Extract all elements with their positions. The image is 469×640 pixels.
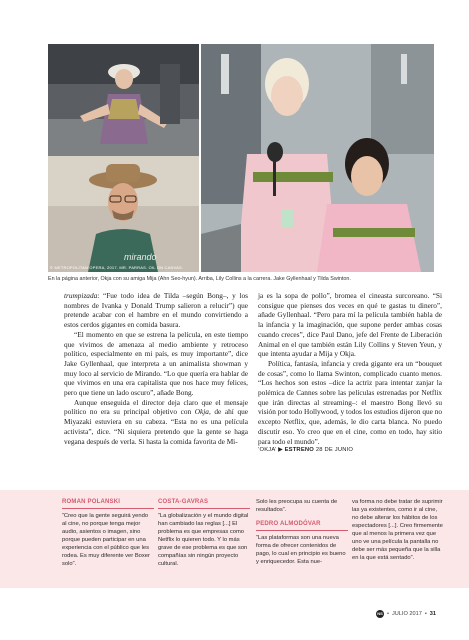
photo-credit: © METROPOLITAN OPERA, 2017. MR. PARRAS. OIL ON CANVAS. (50, 265, 184, 270)
lead-word: trumpizada (64, 291, 98, 300)
quote-costa-gavras (158, 498, 250, 568)
footer-separator: • (387, 611, 389, 617)
paragraph: “El momento en que se estrena la película, en este tiempo que vivimos de amenaza al medio ambiente y retroceso político, especialmente en mi país, es muy importante”, dice Jake Gyllenhaal, que interpreta a un animalista showman y muy loco al servicio de Mirando. “Lo que quería era hablar de que vivimos en una era capitalista que nos hace muy felices, pero que tiene un lado oscuro”, añade Bong. (64, 329, 248, 398)
magazine-logo-icon: NS (377, 611, 383, 616)
quote-text: “Las plataformas son una nueva forma de ofrecer contenidos de pago, lo cual en principio es bueno y enriquecedor. Esta nue- (256, 535, 346, 565)
page-footer (376, 610, 436, 618)
photo-jake-gyllenhaal-illustration (48, 156, 199, 272)
quote-almodovar-continued (352, 498, 444, 562)
film-title: Okja (194, 407, 209, 417)
quotes-box (0, 490, 469, 588)
paragraph-text: , de ahí que Miyazaki estuviera en su cabeza. “Esta no es una película activista”, dice. “Ni siquiera pretendo que la gente se haga vegana después de verla. Si hasta la comida favorita de Mi- (64, 407, 248, 446)
release-info: ‘OKJA’ ▶ ESTRENO 28 DE JUNIO (258, 447, 354, 454)
quote-text-continued: Solo les preocupa su cuenta de resultados”. (256, 499, 338, 513)
svg-text:mirando: mirando (124, 252, 157, 262)
article-column-right (258, 291, 442, 456)
article-column-left (64, 291, 248, 446)
paragraph-text: Aunque enseguida el director deja claro que el mensaje político no era su principal objetivo con (64, 397, 248, 417)
paragraph: ja es la sopa de pollo”, bromea el cineasta surcoreano. “Si consigue que pienses dos veces en qué te gastas tu dinero”, añade Gyllenhaal. “Pero para mí la película también habla de la infancia y la imaginación, que supone perder ambas cosas cuando creces”, dice Paul Dano, jefe del Frente de Liberación Animal en el que también están Lily Collins y Steven Yeun, y que intenta ayudar a Mija y Okja. (258, 291, 442, 359)
release-date: 28 DE JUNIO (315, 447, 354, 454)
paragraph (64, 398, 248, 447)
quote-polanski (62, 498, 154, 568)
photo-tilda-swinton-and-mija (201, 44, 434, 272)
quote-author: COSTA-GAVRAS (158, 498, 250, 509)
release-label: ESTRENO (284, 447, 314, 454)
quote-almodovar (256, 498, 348, 566)
issue-date: JULIO 2017 (391, 611, 422, 617)
film-name: ‘OKJA’ (258, 447, 277, 454)
paragraph: Política, fantasía, infancia y creda gigante era un “bouquet de cosas”, como lo llama Swinton, complicado cuanto menos. “Los hechos son estos –dice la actriz para intentar zanjar la polémica de Cannes sobre las películas estrenadas por Netflix que irán directas al streaming–: el maestro Bong llevó su visión por todo Hollywood, y todos los estudios dijeron que no excepto Netflix, que, además, le dio carta blanca. No puedo discutir eso. Yo creo que en el cine, como en todo, hay sitio para todo el mundo”. (258, 358, 442, 446)
quote-author: ROMAN POLANSKI (62, 498, 154, 509)
paragraph-text: : “Fue todo idea de Tilda –según Bong–, y los nombres de Ivanka y Donald Trump salieron a relucir”) que pretende acabar con el hambre en el mundo convirtiendo a estos cerdos gigantes en comida basura. (64, 291, 248, 330)
paragraph (64, 291, 248, 330)
quote-text: “La globalización y el mundo digital han cambiado las reglas [...] El problema es que empresas como Netflix lo quieren todo. Y lo más grave de ese problema es que son compañías sin ningún proyecto cultural. (158, 513, 249, 567)
photo-tilda-swinton-illustration (201, 44, 434, 272)
footer-separator: • (424, 611, 427, 617)
photo-jake-gyllenhaal (48, 156, 199, 272)
quote-text: va forma no debe tratar de suprimir las ya existentes, como ir al cine, no debe alterar los hábitos de los espectadores [...]. Creo firmemente que al menos la primera vez que uno ve una película la pantalla no debe ser más pequeña que la silla en la que está sentado”. (352, 499, 443, 561)
photo-lily-collins (48, 44, 199, 156)
page-number: 31 (429, 611, 437, 617)
photo-caption: En la página anterior, Okja con su amiga Mija (Ahn Seo-hyun). Arriba, Lily Collins a la carrera. Jake Gyllenhaal y Tilda Swinton. (48, 276, 351, 282)
photo-lily-collins-illustration (48, 44, 199, 156)
quote-author: PEDRO ALMODÓVAR (256, 520, 348, 531)
quote-text: “Creo que la gente seguirá yendo al cine, no porque tenga mejor audio, asientos o imagen, sino porque pueden participar en una experiencia con el público que les rodea. Es muy diferente ver Boxer solo”. (62, 513, 150, 567)
